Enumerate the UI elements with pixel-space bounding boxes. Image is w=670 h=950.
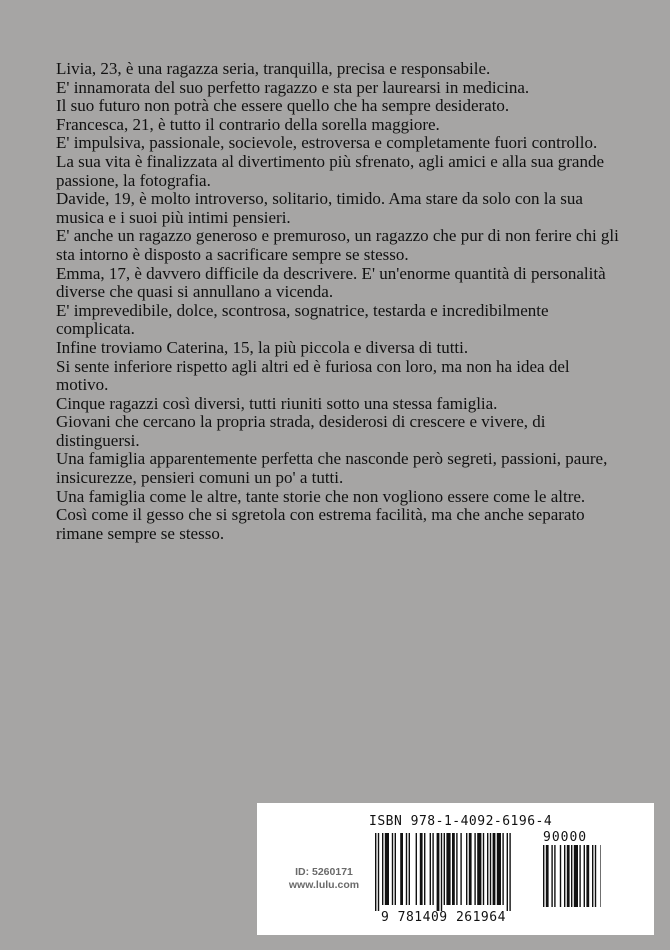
blurb-line: E' imprevedibile, dolce, scontrosa, sognatrice, testarda e incredibilmente complicata. [56,300,549,339]
blurb-line: Cinque ragazzi così diversi, tutti riuniti sotto una stessa famiglia. [56,393,498,413]
blurb-line: Giovani che cercano la propria strada, desiderosi di crescere e vivere, di distinguersi. [56,412,546,450]
blurb-line: Livia, 23, è una ragazza seria, tranquilla, precisa e responsabile. [56,59,491,78]
blurb-line: Davide, 19, è molto introverso, solitario, timido. Ama stare da solo con la sua musica e i suoi più intimi pensieri. [56,189,583,227]
publisher-site: www.lulu.com [288,879,360,891]
ean-right-digits: 261964 [455,910,506,925]
blurb-line: E' impulsiva, passionale, socievole, estroversa e completamente fuori controllo. [56,133,598,153]
blurb-line: Si sente inferiore rispetto agli altri ed è furiosa con loro, ma non ha idea del motivo. [56,356,570,395]
isbn-barcode-panel [257,803,654,935]
price-addon-number: 90000 [543,830,588,845]
blurb-line: Una famiglia come le altre, tante storie che non vogliono essere come le altre. [56,486,586,506]
ean-digits [381,910,506,925]
blurb-line: La sua vita è finalizzata al divertimento più sfrenato, agli amici e alla sua grande passione, la fotografia. [56,151,605,190]
blurb-line: E' anche un ragazzo generoso e premuroso, un ragazzo che pur di non ferire chi gli sta intorno è disposto a sacrificare sempre se stesso. [56,226,619,264]
addon-barcode-icon [543,845,601,909]
blurb-line: Una famiglia apparentemente perfetta che nasconde però segreti, passioni, paure, insicurezze, pensieri comuni un po' a tutti. [56,449,608,488]
isbn-text: ISBN 978-1-4092-6196-4 [369,814,553,829]
ean-left-digits: 781409 [397,910,448,925]
publisher-id [273,866,375,892]
blurb-line: Infine troviamo Caterina, 15, la più piccola e diversa di tutti. [56,337,469,357]
publisher-id-label: ID: 5260171 [295,866,353,878]
blurb-line: Francesca, 21, è tutto il contrario della sorella maggiore. [56,114,440,134]
blurb-line: Emma, 17, è davvero difficile da descrivere. E' un'enorme quantità di personalità diverse che quasi si annullano a vicenda. [56,263,606,302]
blurb-line: Così come il gesso che si sgretola con estrema facilità, ma che anche separato rimane sempre se stesso. [56,505,585,543]
back-cover-blurb [56,60,626,543]
blurb-line: Il suo futuro non potrà che essere quello che ha sempre desiderato. [56,96,510,116]
ean13-barcode-icon [375,833,539,913]
blurb-line: E' innamorata del suo perfetto ragazzo e sta per laurearsi in medicina. [56,77,530,97]
ean-lead-digit: 9 [381,910,390,925]
